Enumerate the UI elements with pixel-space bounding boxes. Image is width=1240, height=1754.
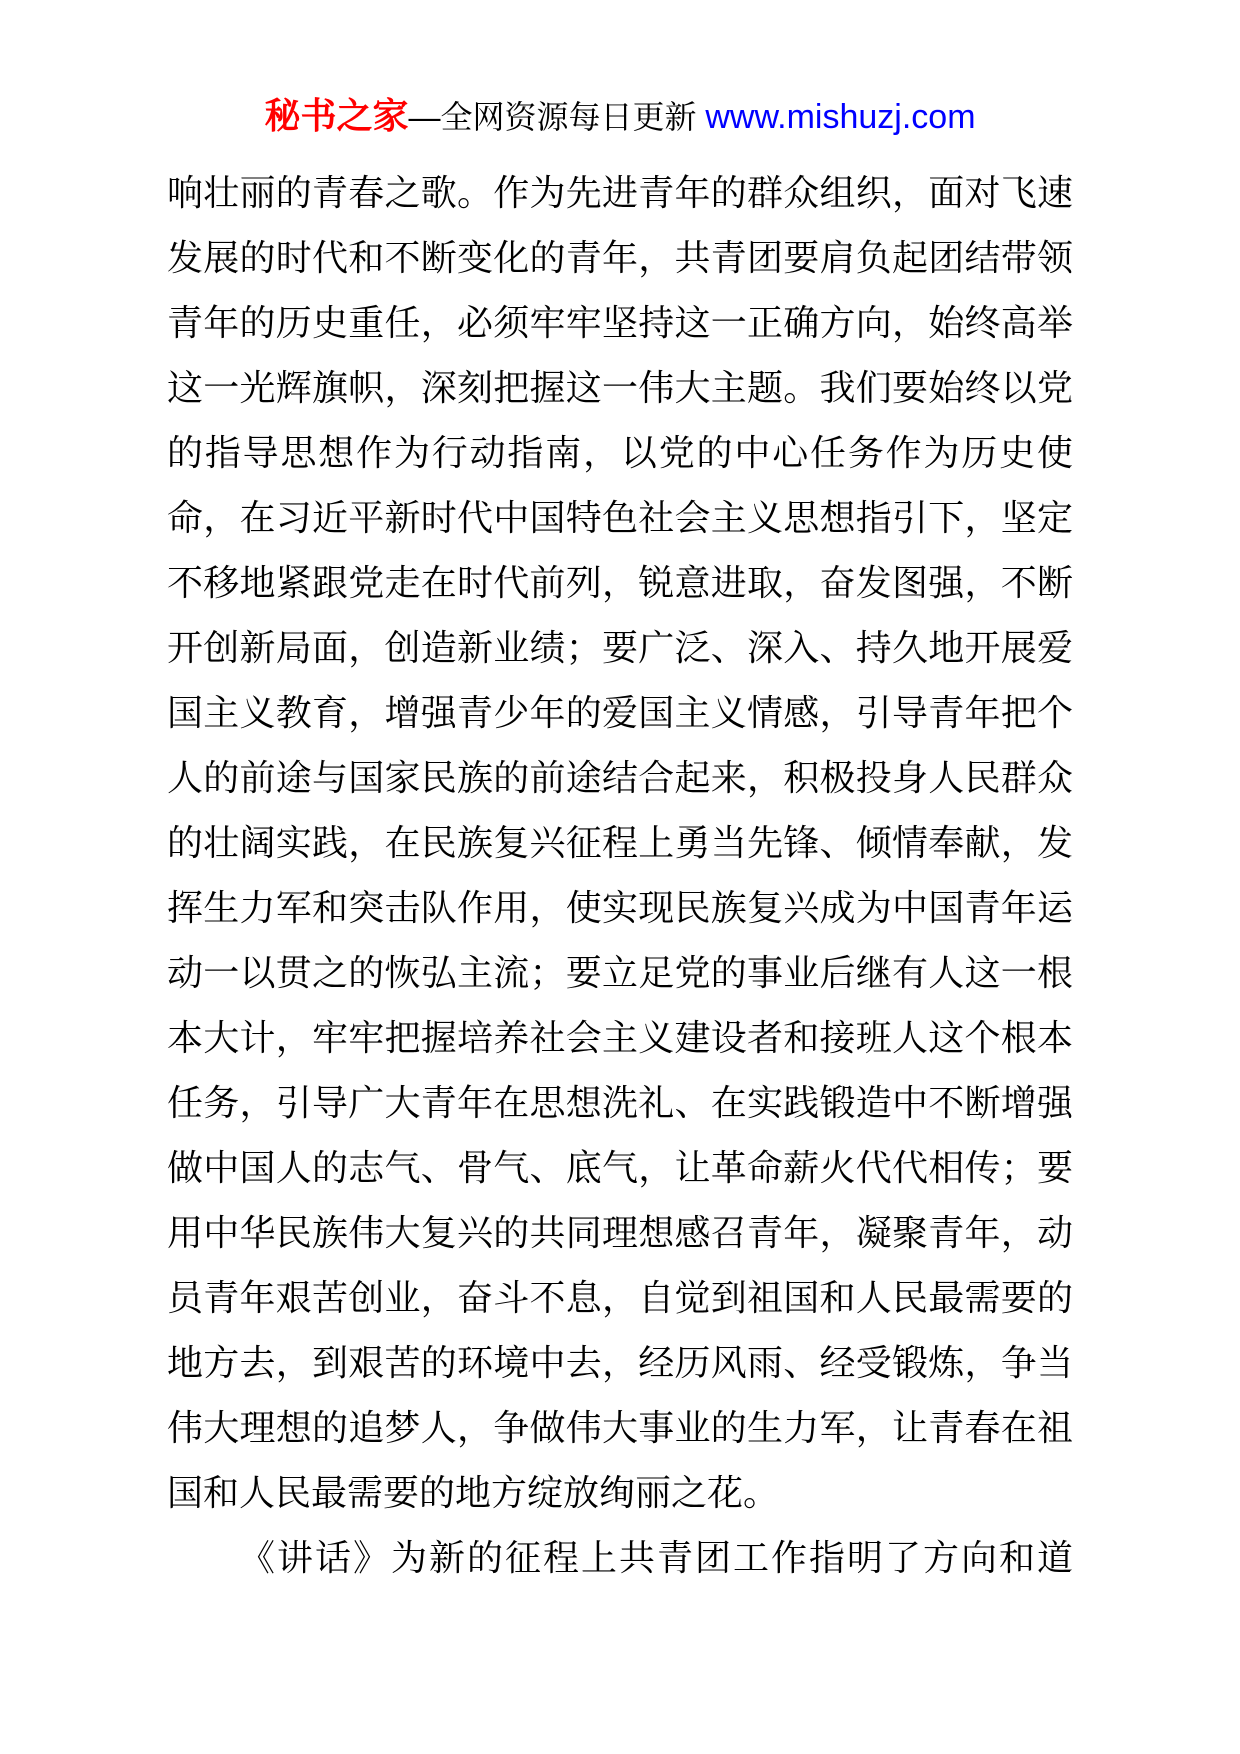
text-line: 本大计，牢牢把握培养社会主义建设者和接班人这个根本 — [167, 1017, 1073, 1058]
site-url-link[interactable]: www.mishuzj.com — [705, 98, 976, 136]
text-line: 的指导思想作为行动指南，以党的中心任务作为历史使 — [167, 432, 1073, 473]
page-header — [0, 92, 1240, 141]
text-line: 发展的时代和不断变化的青年，共青团要肩负起团结带领 — [167, 237, 1073, 278]
site-tagline: —全网资源每日更新 — [408, 99, 706, 135]
paragraph-1 — [167, 160, 1073, 1525]
text-line: 任务，引导广大青年在思想洗礼、在实践锻造中不断增强 — [167, 1082, 1073, 1123]
text-line: 国主义教育，增强青少年的爱国主义情感，引导青年把个 — [167, 692, 1073, 733]
text-line: 做中国人的志气、骨气、底气，让革命薪火代代相传；要 — [167, 1147, 1073, 1188]
text-line: 动一以贯之的恢弘主流；要立足党的事业后继有人这一根 — [167, 952, 1073, 993]
text-line: 员青年艰苦创业，奋斗不息，自觉到祖国和人民最需要的 — [167, 1277, 1073, 1318]
text-line: 青年的历史重任，必须牢牢坚持这一正确方向，始终高举 — [167, 302, 1073, 343]
text-line: 这一光辉旗帜，深刻把握这一伟大主题。我们要始终以党 — [167, 367, 1073, 408]
text-line: 开创新局面，创造新业绩；要广泛、深入、持久地开展爱 — [167, 627, 1073, 668]
text-line: 不移地紧跟党走在时代前列，锐意进取，奋发图强，不断 — [167, 562, 1073, 603]
text-line: 用中华民族伟大复兴的共同理想感召青年，凝聚青年，动 — [167, 1212, 1073, 1253]
site-name: 秘书之家 — [264, 95, 409, 136]
text-line: 响壮丽的青春之歌。作为先进青年的群众组织，面对飞速 — [167, 172, 1073, 213]
text-line: 人的前途与国家民族的前途结合起来，积极投身人民群众 — [167, 757, 1073, 798]
text-line: 地方去，到艰苦的环境中去，经历风雨、经受锻炼，争当 — [167, 1342, 1073, 1383]
paragraph-2 — [167, 1525, 1073, 1590]
text-line: 挥生力军和突击队作用，使实现民族复兴成为中国青年运 — [167, 887, 1073, 928]
document-body — [167, 160, 1073, 1590]
text-line: 命，在习近平新时代中国特色社会主义思想指引下，坚定 — [167, 497, 1073, 538]
text-line: 伟大理想的追梦人，争做伟大事业的生力军，让青春在祖 — [167, 1407, 1073, 1448]
text-line: 国和人民最需要的地方绽放绚丽之花。 — [167, 1472, 780, 1513]
text-line: 的壮阔实践，在民族复兴征程上勇当先锋、倾情奉献，发 — [167, 822, 1073, 863]
text-line: 《讲话》为新的征程上共青团工作指明了方向和道 — [239, 1537, 1073, 1578]
